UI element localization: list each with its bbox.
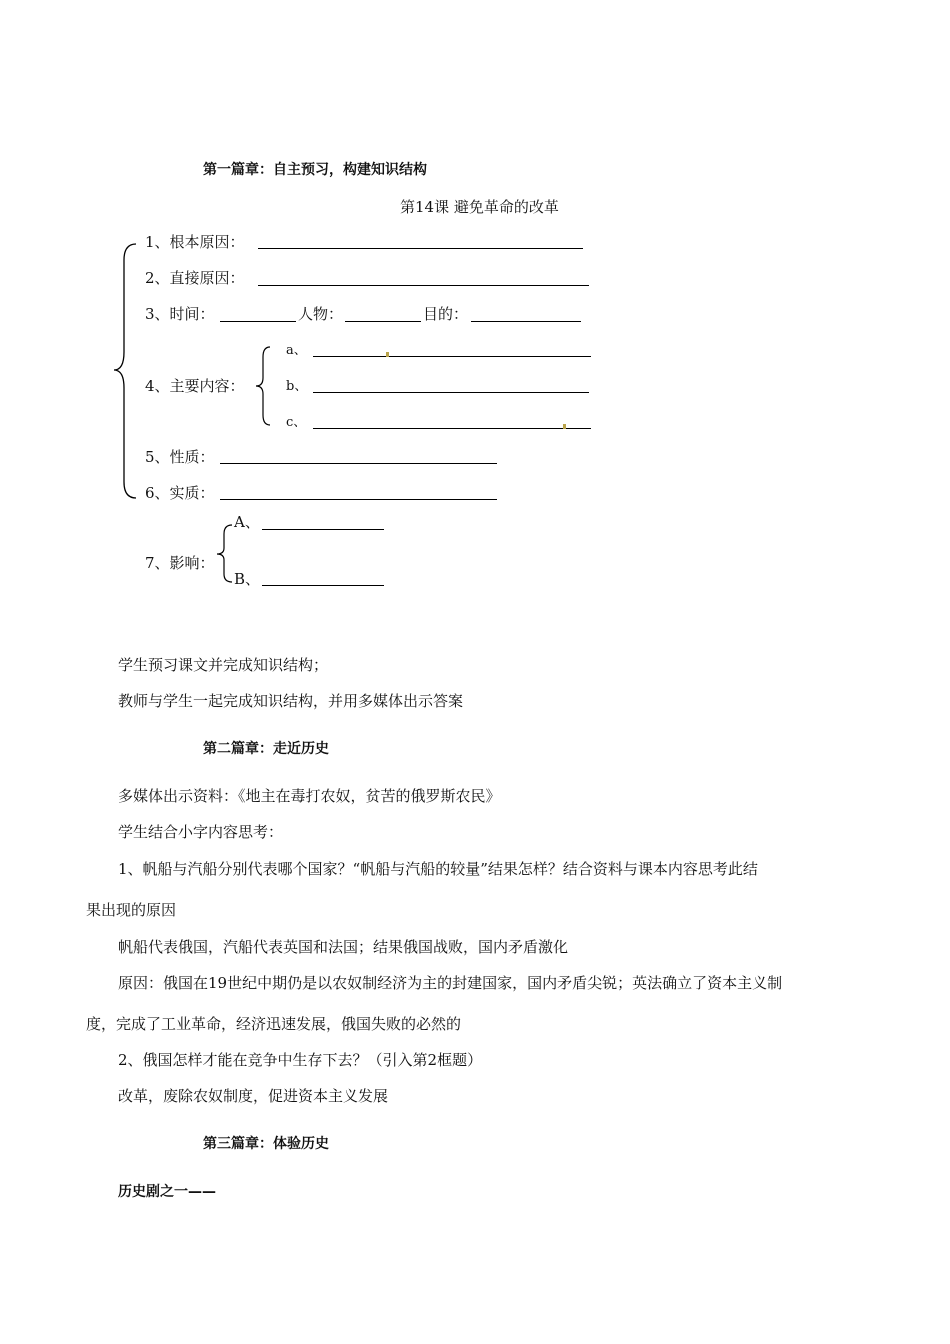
- chapter3-heading: 第三篇章：体验历史: [203, 1136, 329, 1152]
- blank-person[interactable]: [345, 321, 421, 322]
- blank-essence[interactable]: [220, 499, 497, 500]
- content-sub-b: b、: [286, 379, 308, 394]
- reason-line2: 度，完成了工业革命，经济迅速发展，俄国失败的必然的: [86, 1015, 462, 1033]
- blank-content-b[interactable]: [313, 392, 589, 393]
- blank-time[interactable]: [220, 321, 296, 322]
- blank-content-c[interactable]: [313, 428, 591, 429]
- question-2: 2、俄国怎样才能在竞争中生存下去？（引入第2框题）: [118, 1051, 483, 1069]
- note-preview: 学生预习课文并完成知识结构；: [118, 656, 329, 674]
- lesson-title: 第14课 避免革命的改革: [400, 198, 559, 216]
- blank-content-a[interactable]: [313, 356, 591, 357]
- outline-item-5: 5、性质：: [145, 448, 215, 466]
- impact-a: A、: [234, 513, 260, 531]
- outline-item-3-person: 人物：: [298, 305, 344, 323]
- content-brace-icon: [254, 345, 274, 427]
- outline-item-2: 2、直接原因：: [145, 269, 245, 287]
- highlight-mark: [563, 424, 566, 429]
- outline-item-4: 4、主要内容：: [145, 377, 245, 395]
- chapter1-heading: 第一篇章：自主预习，构建知识结构: [203, 162, 427, 178]
- blank-root-cause[interactable]: [258, 248, 583, 249]
- answer-2: 改革，废除农奴制度，促进资本主义发展: [118, 1087, 389, 1105]
- outline-item-1: 1、根本原因：: [145, 233, 245, 251]
- blank-impact-b[interactable]: [262, 585, 384, 586]
- outline-item-6: 6、实质：: [145, 484, 215, 502]
- outline-item-3-time: 3、时间：: [145, 305, 215, 323]
- impact-brace-icon: [214, 522, 236, 584]
- student-prompt: 学生结合小字内容思考：: [118, 823, 284, 841]
- content-sub-a: a、: [286, 343, 307, 358]
- reason-line1: 原因：俄国在19世纪中期仍是以农奴制经济为主的封建国家，国内矛盾尖锐；英法确立了资本主义制: [118, 974, 783, 992]
- question-1-line1: 1、帆船与汽船分别代表哪个国家？“帆船与汽船的较量”结果怎样？结合资料与课本内容思考此结: [118, 860, 758, 878]
- outline-item-3-goal: 目的：: [423, 305, 469, 323]
- impact-b: B、: [234, 570, 261, 588]
- material-intro: 多媒体出示资料：《地主在毒打农奴，贫苦的俄罗斯农民》: [118, 787, 501, 805]
- blank-nature[interactable]: [220, 463, 497, 464]
- question-1-line2: 果出现的原因: [86, 901, 177, 919]
- blank-goal[interactable]: [471, 321, 581, 322]
- outline-item-7: 7、影响：: [145, 554, 215, 572]
- blank-direct-cause[interactable]: [258, 285, 589, 286]
- outline-brace-icon: [112, 242, 142, 500]
- history-drama-title: 历史剧之一——: [118, 1184, 216, 1200]
- note-teacher: 教师与学生一起完成知识结构，并用多媒体出示答案: [118, 692, 464, 710]
- content-sub-c: c、: [286, 415, 307, 430]
- chapter2-heading: 第二篇章：走近历史: [203, 741, 329, 757]
- highlight-mark: [386, 352, 389, 357]
- blank-impact-a[interactable]: [262, 529, 384, 530]
- answer-1: 帆船代表俄国，汽船代表英国和法国；结果俄国战败，国内矛盾激化: [118, 938, 569, 956]
